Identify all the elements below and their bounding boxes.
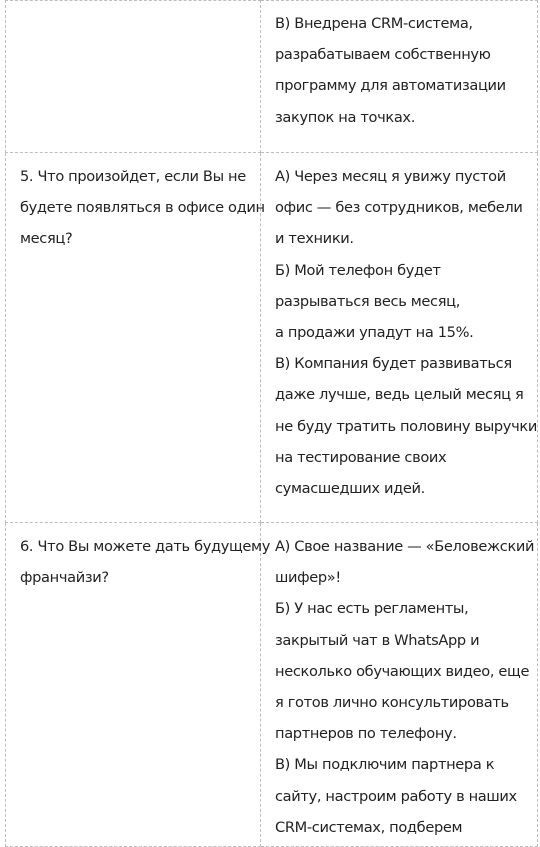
answer-line: В) Компания будет развиваться <box>275 355 512 373</box>
answer-line: несколько обучающих видео, еще <box>275 662 530 680</box>
table-row <box>6 153 538 523</box>
answer-line: на тестирование своих <box>275 448 447 466</box>
answer-line: разрываться весь месяц, <box>275 292 460 310</box>
answer-cell <box>261 1 538 153</box>
answer-line: закупок на точках. <box>275 108 415 126</box>
answer-line: а продажи упадут на 15%. <box>275 324 474 342</box>
answer-line: сумасшедших идей. <box>275 480 425 498</box>
answer-line: закрытый чат в WhatsApp и <box>275 631 480 649</box>
answer-line: шифер»! <box>275 569 341 587</box>
answer-line: не буду тратить половину выручки <box>275 417 537 435</box>
answer-line: А) Через месяц я увижу пустой <box>275 168 506 185</box>
answer-line: даже лучше, ведь целый месяц я <box>275 386 524 404</box>
question-line: 6. Что Вы можете дать будущему <box>20 538 271 555</box>
answer-line: Б) У нас есть регламенты, <box>275 600 469 618</box>
table-row <box>6 523 538 847</box>
table-row <box>6 1 538 153</box>
answer-line: В) Внедрена CRM-система, <box>275 15 473 32</box>
questionnaire-table <box>5 0 538 847</box>
question-line: месяц? <box>20 230 73 248</box>
answer-cell <box>261 523 538 847</box>
question-line: 5. Что произойдет, если Вы не <box>20 168 246 185</box>
answer-cell <box>261 153 538 523</box>
answer-line: партнеров по телефону. <box>275 725 457 743</box>
question-line: франчайзи? <box>20 569 109 587</box>
answer-line: В) Мы подключим партнера к <box>275 756 495 774</box>
answer-line: А) Свое название — «Беловежский <box>275 538 535 555</box>
answer-line: я готов лично консультировать <box>275 694 509 712</box>
question-cell <box>6 1 261 153</box>
answer-line: разрабатываем собственную <box>275 46 491 64</box>
question-line: будете появляться в офисе один <box>20 199 265 217</box>
answer-line: программу для автоматизации <box>275 77 506 95</box>
answer-line: и техники. <box>275 230 354 248</box>
question-cell <box>6 523 271 847</box>
answer-line: сайту, настроим работу в наших <box>275 787 517 805</box>
answer-line: CRM-системах, подберем <box>275 818 463 836</box>
question-cell <box>6 153 265 523</box>
answer-line: Б) Мой телефон будет <box>275 261 441 279</box>
answer-line: офис — без сотрудников, мебели <box>275 199 523 217</box>
